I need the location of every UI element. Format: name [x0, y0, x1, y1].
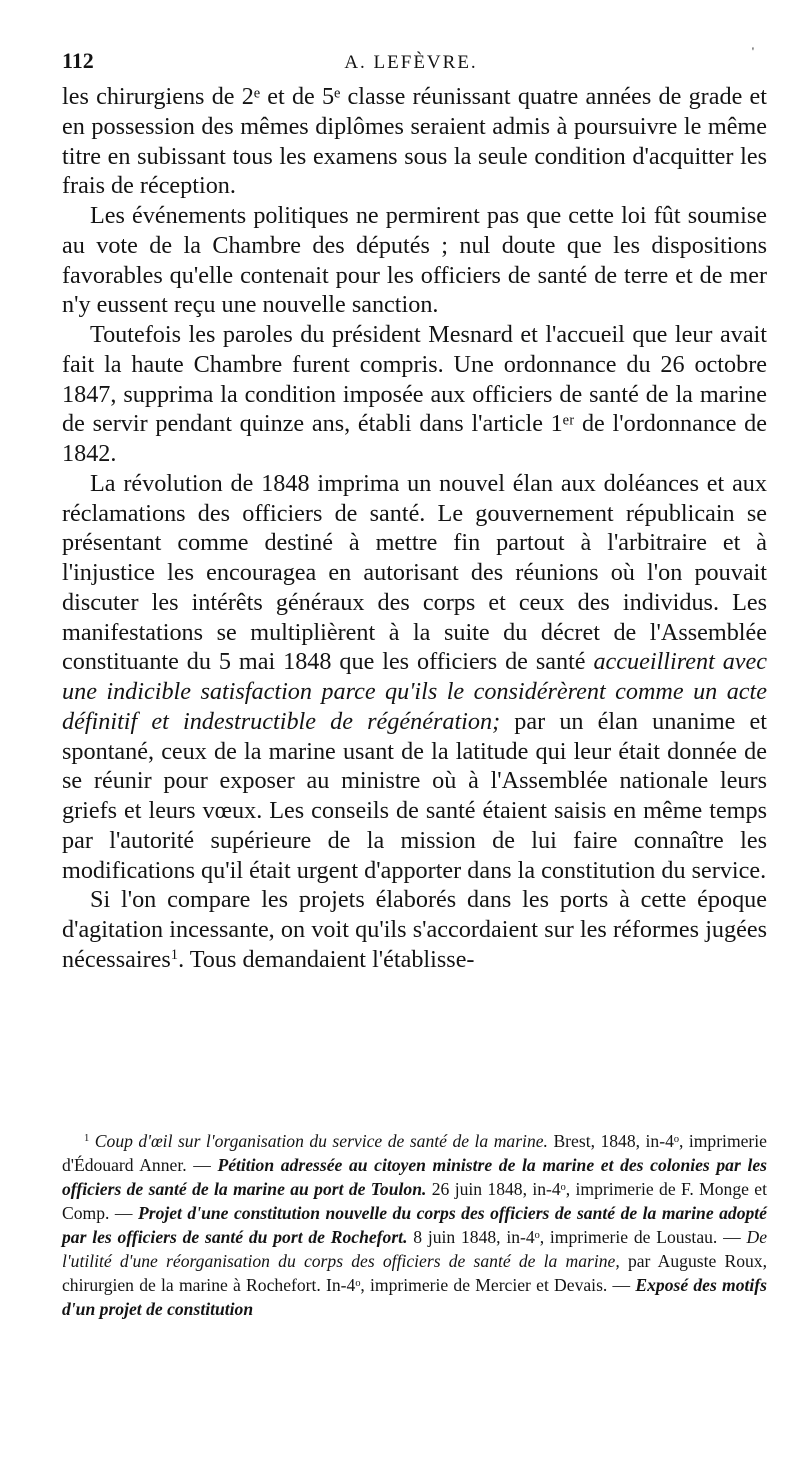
- corner-mark: ': [751, 44, 754, 58]
- footnote-text-3: 8 juin 1848, in-4ᵒ, imprimerie de Loustau. —: [407, 1227, 747, 1247]
- footnote-text-1: Brest, 1848, in-4ᵒ, imprimerie d'Édouard Anner. —: [62, 1131, 767, 1175]
- footnotes: [62, 1129, 767, 1321]
- paragraph-5-end: . Tous demandaient l'établisse-: [178, 945, 475, 973]
- footnote-text-2: 26 juin 1848, in-4ᵒ, imprimerie de F. Monge et Comp. —: [62, 1179, 767, 1223]
- running-head: A. LEFÈVRE.: [344, 52, 478, 73]
- paragraph-2: Les événements politiques ne permirent pas que cette loi fût soumise au vote de la Chambre des députés ; nul doute que les dispositions favorables qu'elle contenait pour les officiers de santé de terre et de mer n'y eussent reçu une nouvelle sanction.: [62, 202, 767, 319]
- paragraph-4-text-b: par un élan unanime et spontané, ceux de la marine usant de la latitude qui leur était donnée de se réunir pour exposer au ministre où à l'Assemblée nationale leurs griefs et leurs vœux. Les conseils de santé étaient saisis en même temps par l'autorité supérieure de la mission de lui faire connaître les modifications qu'il était urgent d'apporter dans la constitution du service.: [62, 707, 767, 884]
- footnote-title-4: De l'utilité d'une réorganisation du corps des officiers de santé de la marine,: [62, 1227, 767, 1271]
- paragraph-5: [62, 885, 767, 974]
- footnote-title-1: Coup d'œil sur l'organisation du service de santé de la marine.: [94, 1131, 548, 1151]
- paragraph-5-text: Si l'on compare les projets élaborés dans les ports à cette époque d'agitation incessante, on voit qu'ils s'accordaient sur les réformes jugées nécessaires: [62, 886, 767, 973]
- paragraph-4-emphasis: accueillirent avec une indicible satisfaction parce qu'ils le considérèrent comme un acte définitif et indestructible de régénération;: [62, 648, 768, 735]
- footnote-reference: 1: [170, 946, 179, 963]
- paragraph-3: Toutefois les paroles du président Mesnard et l'accueil que leur avait fait la haute Chambre furent compris. Une ordonnance du 26 octobre 1847, supprima la condition imposée aux officiers de santé de la marine de servir pendant quinze ans, établi dans l'article 1ᵉʳ de l'ordonnance de 1842.: [62, 321, 767, 467]
- footnote-title-3: Projet d'une constitution nouvelle du corps des officiers de santé de la marine adopté par les officiers de santé du port de Rochefort.: [62, 1203, 767, 1247]
- footnote-title-5: Exposé des motifs d'un projet de constitution: [62, 1275, 768, 1319]
- footnote-marker: 1: [84, 1133, 90, 1145]
- footnote-title-2: Pétition adressée au citoyen ministre de la marine et des colonies par les officiers de santé de la marine au port de Toulon.: [62, 1155, 767, 1199]
- footnote-1: [62, 1129, 767, 1321]
- body-text: [62, 82, 767, 975]
- footnote-text-4: par Auguste Roux, chirurgien de la marine à Rochefort. In-4ᵒ, imprimerie de Mercier et Devais. —: [62, 1251, 767, 1295]
- page-header: [62, 44, 760, 74]
- paragraph-1: les chirurgiens de 2ᵉ et de 5ᵉ classe réunissant quatre années de grade et en possession des mêmes diplômes seraient admis à poursuivre le même titre en subissant tous les examens sous la seule condition d'acquitter les frais de réception.: [62, 83, 767, 200]
- paragraph-4: [62, 469, 767, 886]
- page-number: 112: [62, 48, 94, 73]
- paragraph-4-text-a: La révolution de 1848 imprima un nouvel élan aux doléances et aux réclamations des officiers de santé. Le gouvernement républicain se présentant comme destiné à mettre fin partout à l'arbitraire et à l'injustice les encouragea en autorisant des réunions où l'on pouvait discuter les intérêts généraux des corps et ceux des individus. Les manifestations se multiplièrent à la suite du décret de l'Assemblée constituante du 5 mai 1848 que les officiers de santé: [62, 469, 767, 676]
